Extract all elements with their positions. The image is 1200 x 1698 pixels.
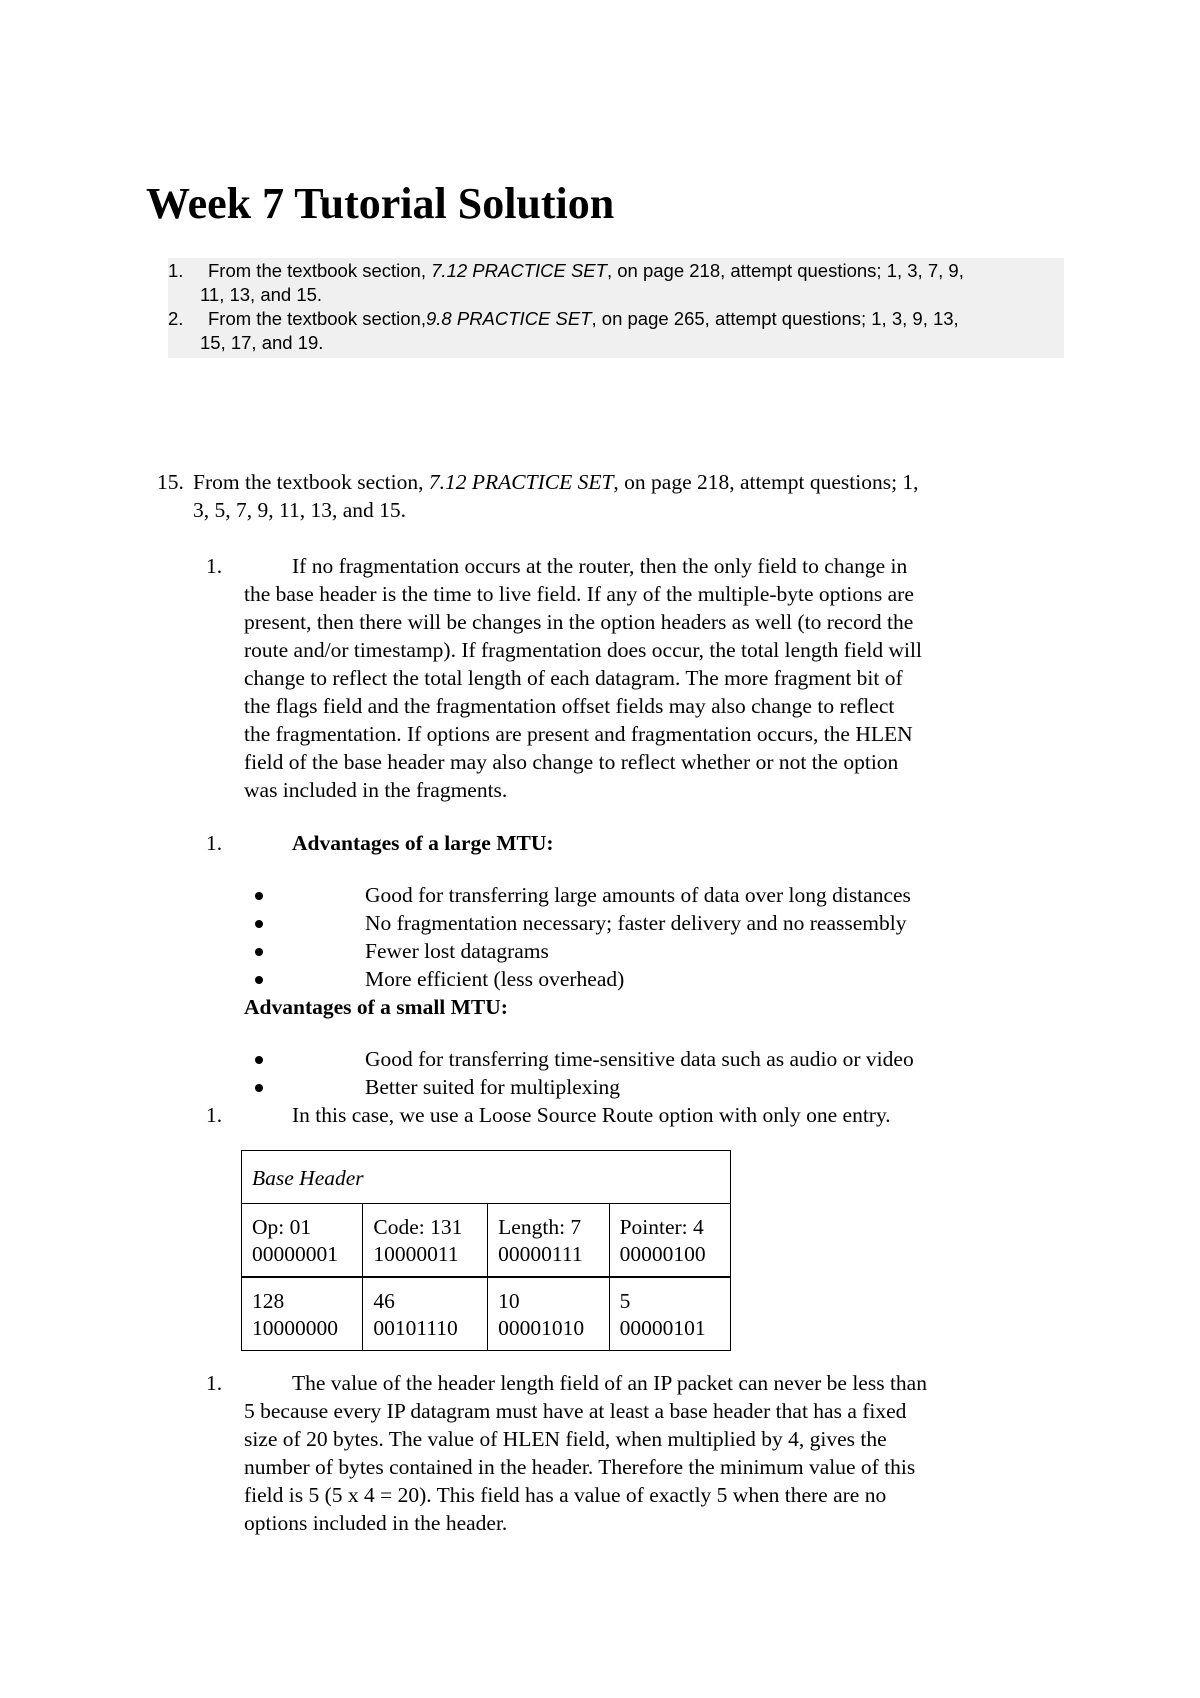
table-cell: 5 00000101 xyxy=(609,1277,730,1351)
textbook-reference: 7.12 PRACTICE SET xyxy=(431,260,607,281)
section-text: From the textbook section, 7.12 PRACTICE SET, on page 218, attempt questions; 1, xyxy=(193,470,919,494)
answer-paragraph: The value of the header length field of an IP packet can never be less than 5 because every IP datagram must have at least a base header that has a fixed size of 20 bytes. The value of HLEN field, when multiplied by 4, gives the number of bytes contained in the header. Therefore the minimum value of this field is 5 (5 x 4 = 20). This field has a value of exactly 5 when there are no options included in the header. xyxy=(244,1371,927,1535)
answer-text: In this case, we use a Loose Source Route option with only one entry. xyxy=(292,1103,891,1127)
list-item: No fragmentation necessary; faster delivery and no reassembly xyxy=(365,911,907,935)
page-title: Week 7 Tutorial Solution xyxy=(146,179,615,228)
table-header-row xyxy=(242,1151,731,1204)
base-header-cell: Base Header xyxy=(242,1151,731,1204)
task-item-2 xyxy=(168,307,1048,355)
textbook-reference: 7.12 PRACTICE SET xyxy=(428,470,614,494)
table-cell: Length: 7 00000111 xyxy=(488,1204,609,1278)
task-number: 2. xyxy=(168,308,184,329)
list-item: Good for transferring time-sensitive data such as audio or video xyxy=(365,1047,914,1071)
answer-paragraph: If no fragmentation occurs at the router, then the only field to change in the base header is the time to live field. If any of the multiple-byte options are present, then there will be changes in the option headers as well (to record the route and/or timestamp). If fragmentation does occur, the total length field will change to reflect the total length of each datagram. The more fragment bit of the flags field and the fragmentation offset fields may also change to reflect the fragmentation. If options are present and fragmentation occurs, the HLEN field of the base header may also change to reflect whether or not the option was included in the fragments. xyxy=(244,554,922,802)
table-cell: Pointer: 4 00000100 xyxy=(609,1204,730,1278)
bullet-icon xyxy=(255,1084,263,1092)
section-text-continued: 3, 5, 7, 9, 11, 13, and 15. xyxy=(193,498,406,522)
table-row xyxy=(242,1277,731,1351)
task-item-1 xyxy=(168,259,1048,307)
table-cell: 46 00101110 xyxy=(363,1277,488,1351)
table-row xyxy=(242,1204,731,1278)
loose-source-route-table xyxy=(241,1150,731,1351)
task-text: From the textbook section, 7.12 PRACTICE SET, on page 218, attempt questions; 1, 3, 7, 9, 11, 13, and 15. xyxy=(200,260,964,305)
task-list xyxy=(168,258,1064,358)
table-cell: 128 10000000 xyxy=(242,1277,363,1351)
bullet-icon xyxy=(255,948,263,956)
task-number: 1. xyxy=(168,260,184,281)
bullet-icon xyxy=(255,1056,263,1064)
list-item: More efficient (less overhead) xyxy=(365,967,625,991)
large-mtu-heading: Advantages of a large MTU: xyxy=(292,831,554,855)
answer-number: 1. xyxy=(206,1371,223,1395)
textbook-reference: 9.8 PRACTICE SET xyxy=(426,308,592,329)
list-item: Good for transferring large amounts of data over long distances xyxy=(365,883,911,907)
bullet-icon xyxy=(255,976,263,984)
table-cell: Op: 01 00000001 xyxy=(242,1204,363,1278)
bullet-icon xyxy=(255,892,263,900)
answer-number: 1. xyxy=(206,1103,223,1127)
section-number: 15. xyxy=(157,470,184,494)
answer-number: 1. xyxy=(206,554,223,578)
table-cell: 10 00001010 xyxy=(488,1277,609,1351)
bullet-icon xyxy=(255,920,263,928)
list-item: Better suited for multiplexing xyxy=(365,1075,620,1099)
task-text: From the textbook section,9.8 PRACTICE SET, on page 265, attempt questions; 1, 3, 9, 13, 15, 17, and 19. xyxy=(200,308,959,353)
list-item: Fewer lost datagrams xyxy=(365,939,549,963)
table-cell: Code: 131 10000011 xyxy=(363,1204,488,1278)
answer-number: 1. xyxy=(206,831,223,855)
small-mtu-heading: Advantages of a small MTU: xyxy=(244,995,508,1019)
